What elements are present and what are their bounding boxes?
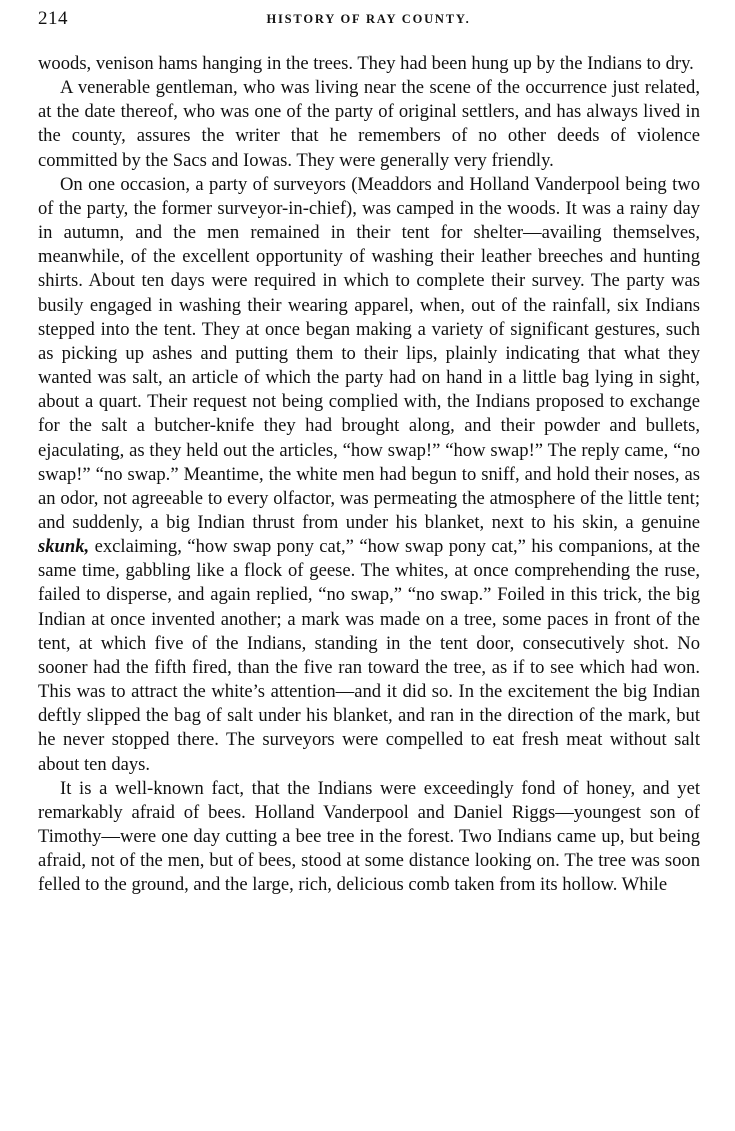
paragraph-surveyors-text-2: exclaiming, “how swap pony cat,” “how swap pony cat,” his companions, at the same time, gabbling like a flock of geese. The whites, at once comprehending the ruse, failed to disperse, and again replied, “no swap,” “no swap.” Foiled in this trick, the big Indian at once invented another; a mark was made on a tree, some paces in front of the tent, at which five of the Indians, standing in the tent door, consecutively shot. No sooner had the fifth fired, than the five ran toward the tree, as if to see which had won. This was to attract the white’s attention—and it did so. In the excitement the big Indian deftly slipped the bag of salt under his blanket, and ran in the direction of the mark, but he never stopped there. The surveyors were compelled to eat fresh meat without salt about ten days. — [38, 536, 700, 775]
paragraph-surveyors-text-1: On one occasion, a party of surveyors (Meaddors and Holland Vanderpool being two of the party, the former surveyor-in-chief), was camped in the woods. It was a rainy day in autumn, and the men remained in their tent for shelter—availing themselves, meanwhile, of the excellent opportunity of washing their leather breeches and hunting shirts. About ten days were required in which to complete their survey. The party was busily engaged in washing their wearing apparel, when, out of the rainfall, six Indians stepped into the tent. They at once began making a variety of significant gestures, such as picking up ashes and putting them to their lips, plainly indicating that what they wanted was salt, an article of which the party had on hand in a little bag lying in sight, about a quart. Their request not being complied with, the Indians proposed to exchange for the salt a butcher-knife they had brought along, and their powder and bullets, ejaculating, as they held out the articles, “how swap!” “how swap!” The reply came, “no swap!” “no swap.” Meantime, the white men had begun to sniff, and hold their noses, as an odor, not agreeable to every olfactor, was permeating the atmosphere of the little tent; and suddenly, a big Indian thrust from under his blanket, next to his skin, a genuine — [38, 173, 700, 533]
paragraph-continued: woods, venison hams hanging in the trees. They had been hung up by the Indians to dry. — [38, 53, 694, 74]
running-title: HISTORY OF RAY COUNTY. — [266, 12, 471, 26]
body-text — [38, 52, 700, 897]
page-number: 214 — [38, 8, 68, 29]
skunk-emphasis: skunk, — [38, 536, 90, 558]
paragraph-venerable-gentleman: A venerable gentleman, who was living near the scene of the occurrence just related, at the date thereof, who was one of the party of original settlers, and has always lived in the county, assures the writer that he remembers of no other deeds of violence committed by the Sacs and Iowas. They were generally very friendly. — [38, 77, 700, 171]
page-header — [38, 7, 699, 31]
paragraph-surveyors — [38, 173, 700, 777]
paragraph-bees: It is a well-known fact, that the Indians were exceedingly fond of honey, and yet remarkably afraid of bees. Holland Vanderpool and Daniel Riggs—youngest son of Timothy—were one day cutting a bee tree in the forest. Two Indians came up, but being afraid, not of the men, but of bees, stood at some distance looking on. The tree was soon felled to the ground, and the large, rich, delicious comb taken from its hollow. While — [38, 777, 700, 896]
